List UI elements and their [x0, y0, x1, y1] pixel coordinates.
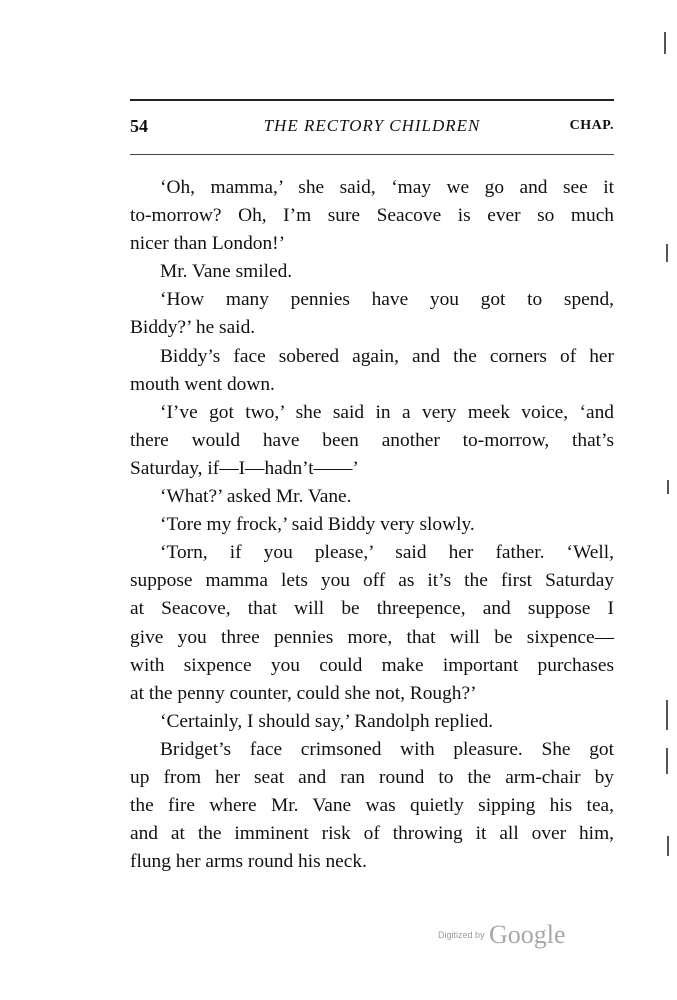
text-line: mouth went down.	[130, 373, 275, 395]
scan-edge-mark	[667, 836, 669, 856]
text-line: give you three pennies more, that will be sixpence—	[130, 626, 614, 648]
text-line: with sixpence you could make important purchases	[130, 654, 614, 676]
text-line: and at the imminent risk of throwing it all over him,	[130, 823, 614, 845]
running-title: THE RECTORY CHILDREN	[263, 116, 481, 135]
digitized-by-text: Digitized by	[438, 930, 485, 940]
text-line: ‘What?’ asked Mr. Vane.	[160, 486, 352, 508]
text-line: ‘Certainly, I should say,’ Randolph replied.	[160, 710, 494, 732]
text-line: ‘I’ve got two,’ she said in a very meek voice, ‘and	[160, 401, 614, 423]
body-text	[130, 174, 614, 876]
text-line: there would have been another to-morrow, that’s	[130, 429, 614, 451]
header-rule-top	[130, 99, 614, 101]
text-line: ‘Torn, if you please,’ said her father. ‘Well,	[160, 542, 614, 564]
text-line: Bridget’s face crimsoned with pleasure. She got	[160, 738, 614, 760]
text-line: ‘Tore my frock,’ said Biddy very slowly.	[160, 514, 475, 536]
scan-edge-mark	[666, 748, 668, 774]
text-line: at the penny counter, could she not, Rough?’	[130, 682, 477, 704]
text-line: Mr. Vane smiled.	[160, 261, 293, 283]
chapter-label: CHAP.	[569, 118, 614, 133]
scan-edge-mark	[667, 480, 669, 494]
text-line: nicer than London!’	[130, 233, 286, 255]
text-line: Saturday, if—I—hadn’t——’	[130, 457, 359, 479]
text-line: at Seacove, that will be threepence, and suppose I	[130, 598, 614, 620]
text-line: to-morrow? Oh, I’m sure Seacove is ever so much	[130, 205, 614, 227]
scan-edge-mark	[666, 700, 668, 730]
text-line: Biddy’s face sobered again, and the corners of her	[160, 345, 614, 367]
google-watermark	[438, 920, 566, 950]
text-line: up from her seat and ran round to the arm-chair by	[130, 766, 614, 788]
text-line: ‘Oh, mamma,’ she said, ‘may we go and see it	[160, 177, 614, 198]
text-line: ‘How many pennies have you got to spend,	[160, 289, 614, 311]
scan-edge-mark	[666, 244, 668, 262]
header-rule-bottom	[130, 154, 614, 155]
text-line: flung her arms round his neck.	[130, 851, 367, 873]
scan-edge-mark	[664, 32, 666, 54]
text-line: the fire where Mr. Vane was quietly sipping his tea,	[130, 795, 614, 817]
text-line: suppose mamma lets you off as it’s the first Saturday	[130, 570, 614, 592]
google-logo: Google	[488, 920, 566, 949]
running-header	[130, 116, 614, 142]
page-number: 54	[130, 116, 148, 136]
text-line: Biddy?’ he said.	[130, 317, 256, 339]
